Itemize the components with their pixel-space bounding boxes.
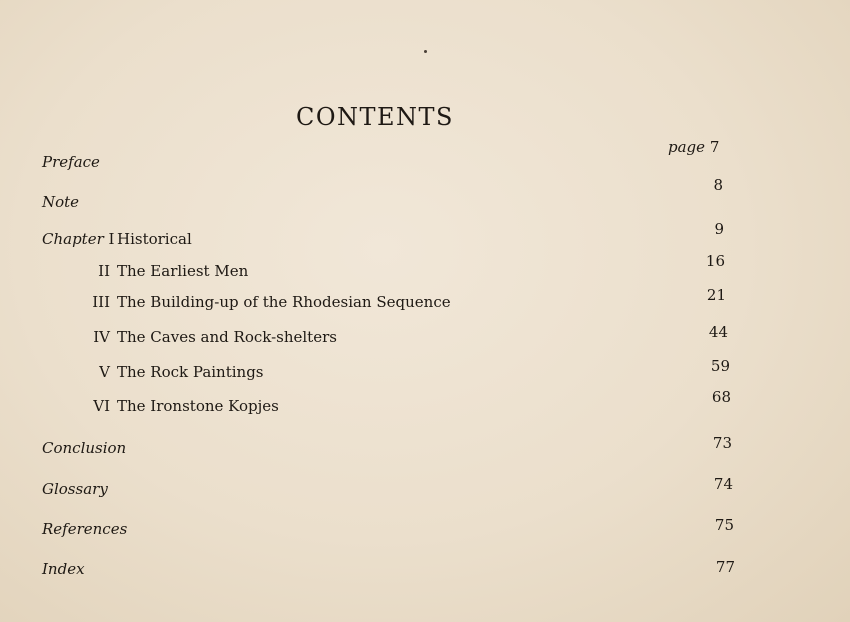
chapter-prefix: Chapter I [42, 230, 115, 248]
toc-label: Index [42, 560, 85, 578]
toc-entry-conclusion [0, 434, 850, 461]
chapter-numeral: IV [93, 328, 110, 346]
toc-label: The Building-up of the Rhodesian Sequence [117, 293, 451, 311]
toc-entry-references [0, 516, 850, 542]
chapter-numeral: V [99, 363, 110, 381]
page-label: page [668, 138, 706, 156]
toc-entry-chapter-6 [0, 388, 850, 419]
page-number-preface: 7 [709, 138, 720, 156]
toc-label: The Rock Paintings [117, 363, 264, 381]
toc-label: Conclusion [42, 439, 127, 457]
toc-page-number: 8 [713, 176, 723, 194]
page-title: CONTENTS [295, 103, 454, 131]
toc-label: References [42, 520, 128, 538]
toc-page-number: 21 [706, 286, 726, 304]
toc-label: The Earliest Men [117, 262, 249, 280]
toc-entry-chapter-3 [0, 286, 850, 315]
toc-label: Note [42, 193, 80, 211]
toc-page-number: 9 [714, 220, 724, 238]
toc-label: The Caves and Rock-shelters [117, 328, 337, 346]
toc-entry-preface [0, 153, 850, 175]
chapter-numeral: VI [93, 397, 110, 415]
toc-entry-chapter-2 [0, 252, 850, 284]
toc-label: Historical [117, 230, 192, 248]
toc-page-number: 74 [713, 475, 733, 493]
toc-page-number: 44 [708, 323, 728, 341]
toc-entry-chapter-5 [0, 357, 850, 385]
toc-label: The Ironstone Kopjes [117, 397, 279, 415]
toc-entry-note [0, 176, 850, 215]
print-speck [424, 50, 427, 53]
toc-label: Glossary [42, 480, 108, 498]
toc-entry-index [0, 560, 850, 582]
toc-page-number: 68 [711, 388, 731, 406]
chapter-numeral: III [92, 293, 110, 311]
toc-page-number: 73 [712, 434, 732, 452]
toc-page-number: 77 [715, 558, 735, 576]
toc-entry-chapter-4 [0, 323, 850, 350]
chapter-numeral: II [98, 262, 110, 280]
toc-page-number: 16 [705, 252, 725, 270]
toc-page-number: 75 [714, 516, 734, 534]
toc-page-number: 59 [710, 357, 730, 375]
toc-entry-chapter-1 [0, 220, 850, 252]
toc-entry-glossary [0, 475, 850, 502]
toc-label: Preface [42, 153, 100, 171]
